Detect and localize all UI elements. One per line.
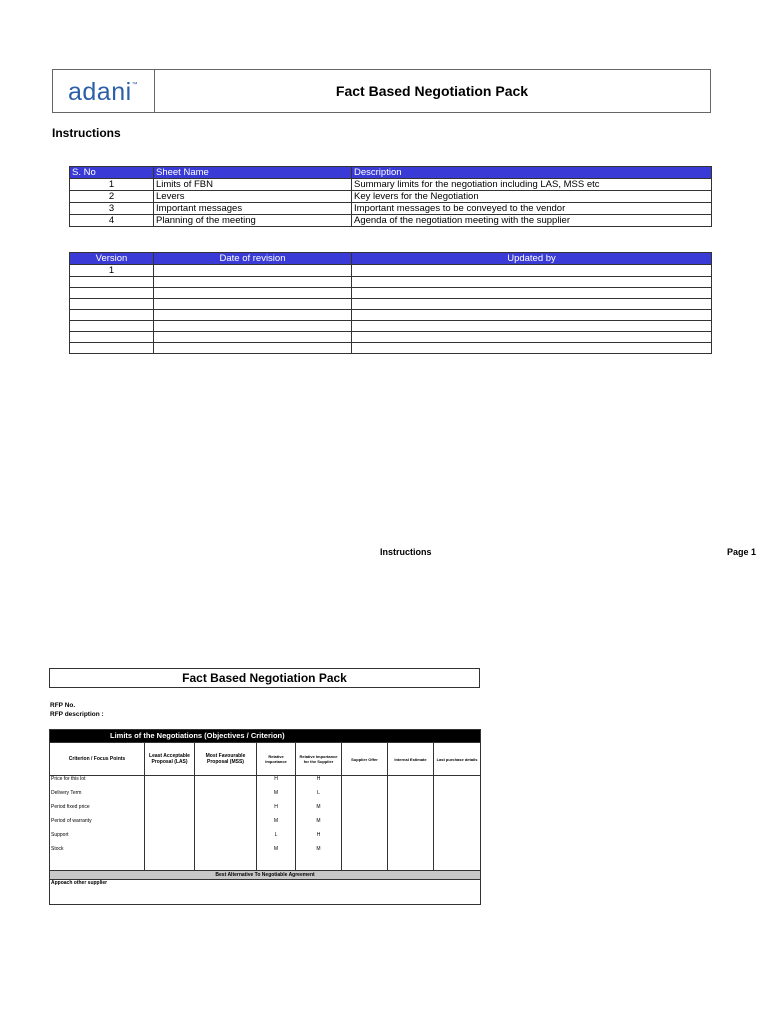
limits-banner: Limits of the Negotiations (Objectives / Criterion) xyxy=(50,730,481,743)
criterion-cell: Price for this lot xyxy=(50,776,145,791)
description-cell: Key levers for the Negotiation xyxy=(352,191,712,203)
relative-importance-cell: M xyxy=(257,818,296,832)
column-header: Criterion / Focus Points xyxy=(50,743,145,776)
updated-by-cell xyxy=(352,310,712,321)
table-row xyxy=(70,299,712,310)
table-row xyxy=(50,790,481,804)
table-row xyxy=(70,265,712,277)
serial-cell: 1 xyxy=(70,179,154,191)
version-history-table xyxy=(69,252,712,354)
version-cell xyxy=(70,310,154,321)
rfp-number-label: RFP No. xyxy=(50,702,76,709)
relative-importance-cell: H xyxy=(257,804,296,818)
serial-cell: 4 xyxy=(70,215,154,227)
updated-by-cell xyxy=(352,332,712,343)
version-cell xyxy=(70,332,154,343)
column-header: Version xyxy=(70,253,154,265)
table-row xyxy=(70,191,712,203)
table-row xyxy=(70,343,712,354)
serial-cell: 2 xyxy=(70,191,154,203)
description-cell: Important messages to be conveyed to the vendor xyxy=(352,203,712,215)
column-header: Date of revision xyxy=(154,253,352,265)
footer-page-number: Page 1 xyxy=(727,547,757,557)
description-cell: Agenda of the negotiation meeting with the supplier xyxy=(352,215,712,227)
table-row xyxy=(50,818,481,832)
table-row xyxy=(50,804,481,818)
sheet-name-cell: Limits of FBN xyxy=(154,179,352,191)
table-header-row xyxy=(70,167,712,179)
supplier-importance-cell: H xyxy=(296,832,342,846)
updated-by-cell xyxy=(352,299,712,310)
supplier-importance-cell: M xyxy=(296,818,342,832)
updated-by-cell xyxy=(352,277,712,288)
table-row xyxy=(70,310,712,321)
supplier-importance-cell: M xyxy=(296,804,342,818)
criterion-cell: Support xyxy=(50,832,145,846)
relative-importance-cell: M xyxy=(257,790,296,804)
date-cell xyxy=(154,343,352,354)
column-header: Description xyxy=(352,167,712,179)
table-row xyxy=(70,288,712,299)
table-row xyxy=(70,215,712,227)
criterion-cell: Delivery Term xyxy=(50,790,145,804)
approach-row xyxy=(50,880,481,905)
column-header: Supplier Offer xyxy=(342,743,388,776)
document-header xyxy=(52,69,711,113)
date-cell xyxy=(154,321,352,332)
document-title: Fact Based Negotiation Pack xyxy=(335,83,529,99)
column-header: Internal Estimate xyxy=(388,743,434,776)
supplier-importance-cell: M xyxy=(296,846,342,860)
date-cell xyxy=(154,310,352,321)
version-cell: 1 xyxy=(70,265,154,277)
sheet-name-cell: Planning of the meeting xyxy=(154,215,352,227)
relative-importance-cell: L xyxy=(257,832,296,846)
column-header: Last purchase details xyxy=(434,743,481,776)
updated-by-cell xyxy=(352,343,712,354)
relative-importance-cell: H xyxy=(257,776,296,791)
logo-cell xyxy=(53,70,155,112)
table-row xyxy=(50,832,481,846)
relative-importance-cell: M xyxy=(257,846,296,860)
supplier-importance-cell: L xyxy=(296,790,342,804)
footer-sheet-label: Instructions xyxy=(380,547,432,557)
batna-label: Best Alternative To Negotiable Agreement xyxy=(50,871,481,880)
criterion-cell: Period fixed price xyxy=(50,804,145,818)
version-cell xyxy=(70,299,154,310)
sheet-name-cell: Levers xyxy=(154,191,352,203)
instructions-heading: Instructions xyxy=(52,126,121,140)
updated-by-cell xyxy=(352,321,712,332)
criterion-cell: Stock xyxy=(50,846,145,860)
date-cell xyxy=(154,265,352,277)
version-cell xyxy=(70,277,154,288)
column-header: Most Favourable Proposal (MSS) xyxy=(195,743,257,776)
column-header: Updated by xyxy=(352,253,712,265)
adani-logo: adani™ xyxy=(68,78,139,106)
rfp-description-label: RFP description : xyxy=(50,711,104,718)
sheet-name-cell: Important messages xyxy=(154,203,352,215)
description-cell: Summary limits for the negotiation including LAS, MSS etc xyxy=(352,179,712,191)
date-cell xyxy=(154,277,352,288)
updated-by-cell xyxy=(352,288,712,299)
column-header: Relative Importance xyxy=(257,743,296,776)
fbn-title: Fact Based Negotiation Pack xyxy=(49,668,480,688)
table-row xyxy=(70,332,712,343)
sheet-index-table xyxy=(69,166,712,227)
table-row xyxy=(70,277,712,288)
updated-by-cell xyxy=(352,265,712,277)
serial-cell: 3 xyxy=(70,203,154,215)
version-cell xyxy=(70,343,154,354)
table-row xyxy=(50,846,481,860)
table-row xyxy=(70,321,712,332)
column-header: Sheet Name xyxy=(154,167,352,179)
approach-text: Appoach other supplier xyxy=(50,880,481,905)
table-row xyxy=(70,179,712,191)
version-cell xyxy=(70,288,154,299)
table-row xyxy=(70,203,712,215)
column-header: Least Acceptable Proposal (LAS) xyxy=(145,743,195,776)
table-header-row xyxy=(50,743,481,776)
table-header-row xyxy=(70,253,712,265)
table-row xyxy=(50,776,481,791)
batna-row xyxy=(50,871,481,880)
column-header: S. No xyxy=(70,167,154,179)
date-cell xyxy=(154,288,352,299)
table-row xyxy=(50,860,481,871)
column-header: Relative Importance for the Supplier xyxy=(296,743,342,776)
criterion-cell: Period of warranty xyxy=(50,818,145,832)
date-cell xyxy=(154,332,352,343)
supplier-importance-cell: H xyxy=(296,776,342,791)
version-cell xyxy=(70,321,154,332)
date-cell xyxy=(154,299,352,310)
negotiation-limits-table xyxy=(49,729,481,905)
